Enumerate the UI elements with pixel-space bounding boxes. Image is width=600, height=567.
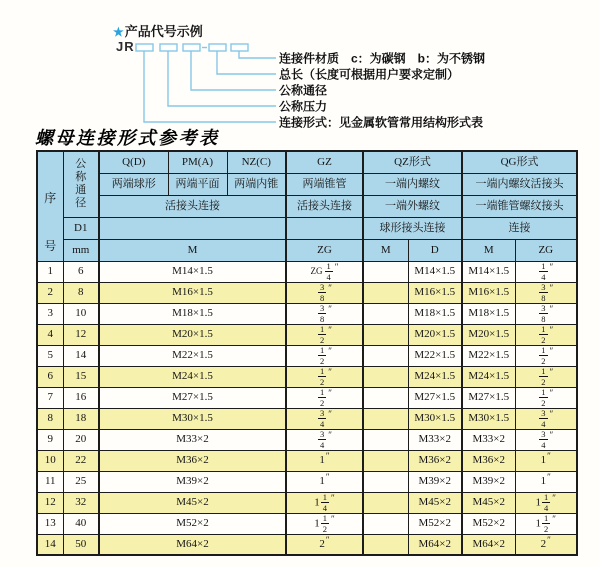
gz-cell: $\frac{3}{8}$ ″ [286, 303, 363, 324]
code-segment-label-5: 连接形式：见金属软管常用结构形式表 [279, 115, 484, 130]
m-thread-cell: M36×2 [99, 450, 286, 471]
code-segment-label-1: 连接件材质 c：为碳钢 b：为不锈钢 [279, 51, 486, 66]
fraction: $\frac{3}{8}$ [320, 282, 325, 303]
fraction: $\frac{1}{2}$ [320, 366, 325, 387]
m-thread-cell: M52×2 [99, 513, 286, 534]
fraction: $\frac{3}{8}$ [320, 303, 325, 324]
gz-cell: $\frac{3}{4}$ ″ [286, 408, 363, 429]
fraction: $\frac{1}{2}$ [541, 345, 546, 366]
header-conn-qg: 一端锥管螺纹接头 [462, 195, 577, 217]
qz-m-cell [363, 282, 408, 303]
header-mm: mm [63, 239, 99, 261]
row-index-cell: 2 [37, 282, 63, 303]
table-title: 螺母连接形式参考表 [35, 128, 220, 149]
fraction: $\frac{3}{4}$ [320, 429, 325, 450]
header-row-5 [37, 239, 577, 261]
qg-m-cell: M22×1.5 [462, 345, 515, 366]
header-unit-zg: ZG [286, 239, 363, 261]
m-thread-cell: M33×2 [99, 429, 286, 450]
header-form-gz: GZ [286, 151, 363, 173]
leader-line-diameter [191, 51, 276, 90]
row-index-cell: 4 [37, 324, 63, 345]
gz-cell: 2″ [286, 534, 363, 555]
qz-m-cell [363, 534, 408, 555]
m-thread-cell: M18×1.5 [99, 303, 286, 324]
fraction: $\frac{1}{4}$ [322, 492, 327, 513]
header-unit-qz-d: D [408, 239, 462, 261]
fraction: $\frac{1}{2}$ [541, 366, 546, 387]
m-thread-cell: M24×1.5 [99, 366, 286, 387]
fraction: $\frac{1}{2}$ [322, 513, 327, 534]
header-desc-nzc: 两端内锥 [227, 173, 286, 195]
code-box-2 [160, 44, 177, 51]
reference-table [36, 150, 578, 556]
header-desc-qg: 一端内螺纹活接头 [462, 173, 577, 195]
qg-m-cell: M36×2 [462, 450, 515, 471]
qz-d-cell: M36×2 [408, 450, 462, 471]
m-thread-cell: M39×2 [99, 471, 286, 492]
header-form-qz: QZ形式 [363, 151, 462, 173]
gz-cell: ZG $\frac{1}{4}$ ″ [286, 261, 363, 282]
fraction: $\frac{1}{2}$ [541, 387, 546, 408]
header-conn-gz: 活接头连接 [286, 195, 363, 217]
qz-d-cell: M22×1.5 [408, 345, 462, 366]
header-dn [63, 151, 99, 217]
star-icon: ★ [113, 25, 124, 39]
qg-m-cell: M39×2 [462, 471, 515, 492]
table-row [37, 366, 577, 387]
dn-cell: 18 [63, 408, 99, 429]
qg-m-cell: M16×1.5 [462, 282, 515, 303]
leader-line-length [217, 51, 276, 74]
qz-d-cell: M24×1.5 [408, 366, 462, 387]
qz-d-cell: M52×2 [408, 513, 462, 534]
dn-cell: 10 [63, 303, 99, 324]
diagram-heading [113, 21, 203, 40]
qz-m-cell [363, 261, 408, 282]
qz-m-cell [363, 345, 408, 366]
gz-cell: 1 $\frac{1}{4}$ ″ [286, 492, 363, 513]
header-desc-qd: 两端球形 [99, 173, 168, 195]
fraction: $\frac{1}{2}$ [320, 387, 325, 408]
fraction: $\frac{1}{2}$ [320, 345, 325, 366]
row-index-cell: 7 [37, 387, 63, 408]
qz-m-cell [363, 366, 408, 387]
dn-cell: 50 [63, 534, 99, 555]
code-box-4 [209, 44, 226, 51]
table-row [37, 261, 577, 282]
qg-m-cell: M18×1.5 [462, 303, 515, 324]
header-index: 序 号 [37, 151, 63, 261]
header-unit-m: M [99, 239, 286, 261]
m-thread-cell: M30×1.5 [99, 408, 286, 429]
fraction: $\frac{1}{2}$ [541, 324, 546, 345]
header-form-pma: PM(A) [168, 151, 227, 173]
qg-m-cell: M33×2 [462, 429, 515, 450]
qg-m-cell: M24×1.5 [462, 366, 515, 387]
qz-m-cell [363, 513, 408, 534]
table-row [37, 471, 577, 492]
m-thread-cell: M20×1.5 [99, 324, 286, 345]
qz-d-cell: M45×2 [408, 492, 462, 513]
gz-cell: $\frac{1}{2}$ ″ [286, 387, 363, 408]
row-index-cell: 1 [37, 261, 63, 282]
header-blank-1 [99, 217, 286, 239]
fraction: $\frac{3}{8}$ [541, 282, 546, 303]
header-form-qg: QG形式 [462, 151, 577, 173]
qz-d-cell: M30×1.5 [408, 408, 462, 429]
row-index-cell: 9 [37, 429, 63, 450]
fraction: $\frac{1}{4}$ [326, 261, 331, 282]
header-blank-2 [286, 217, 363, 239]
row-index-cell: 8 [37, 408, 63, 429]
fraction: $\frac{3}{4}$ [320, 408, 325, 429]
dn-cell: 20 [63, 429, 99, 450]
m-thread-cell: M16×1.5 [99, 282, 286, 303]
qg-zg-cell: $\frac{1}{2}$ ″ [515, 366, 577, 387]
table-row [37, 303, 577, 324]
dn-cell: 8 [63, 282, 99, 303]
header-ball-joint: 球形接头连接 [363, 217, 462, 239]
dn-vertical-text: 公 称 通 径 [75, 158, 87, 210]
table-row [37, 492, 577, 513]
dn-cell: 32 [63, 492, 99, 513]
table-body [37, 261, 577, 555]
table-row [37, 513, 577, 534]
gz-cell: $\frac{1}{2}$ ″ [286, 366, 363, 387]
row-index-cell: 5 [37, 345, 63, 366]
fraction: $\frac{1}{2}$ [320, 324, 325, 345]
header-conn-qz: 一端外螺纹 [363, 195, 462, 217]
m-thread-cell: M22×1.5 [99, 345, 286, 366]
dn-cell: 22 [63, 450, 99, 471]
dn-cell: 40 [63, 513, 99, 534]
gz-cell: 1″ [286, 471, 363, 492]
m-thread-cell: M27×1.5 [99, 387, 286, 408]
qz-m-cell [363, 471, 408, 492]
leader-line-material [239, 51, 276, 58]
header-row-4 [37, 217, 577, 239]
code-segment-label-4: 公称压力 [279, 99, 328, 114]
table-row [37, 282, 577, 303]
dn-cell: 16 [63, 387, 99, 408]
diagram-heading-text: 产品代号示例 [124, 24, 203, 39]
qg-zg-cell: 1 $\frac{1}{4}$ ″ [515, 492, 577, 513]
qz-d-cell: M33×2 [408, 429, 462, 450]
qg-zg-cell: $\frac{1}{2}$ ″ [515, 387, 577, 408]
header-conn-union: 活接头连接 [99, 195, 286, 217]
qz-d-cell: M18×1.5 [408, 303, 462, 324]
header-desc-gz: 两端锥管 [286, 173, 363, 195]
qz-m-cell [363, 387, 408, 408]
qg-m-cell: M14×1.5 [462, 261, 515, 282]
leader-line-form [144, 51, 276, 122]
header-desc-pma: 两端平面 [168, 173, 227, 195]
gz-cell: 1″ [286, 450, 363, 471]
qz-d-cell: M27×1.5 [408, 387, 462, 408]
qg-zg-cell: $\frac{1}{2}$ ″ [515, 324, 577, 345]
qz-m-cell [363, 492, 408, 513]
code-box-1 [136, 44, 153, 51]
header-unit-qz-m: M [363, 239, 408, 261]
qg-zg-cell: $\frac{3}{4}$ ″ [515, 429, 577, 450]
code-segment-label-2: 总长（长度可根据用户要求定制） [279, 67, 460, 82]
gz-cell: $\frac{3}{8}$ ″ [286, 282, 363, 303]
qg-zg-cell: $\frac{1}{4}$ ″ [515, 261, 577, 282]
qg-zg-cell: 1″ [515, 450, 577, 471]
fraction: $\frac{1}{2}$ [544, 513, 549, 534]
gz-cell: $\frac{3}{4}$ ″ [286, 429, 363, 450]
dn-cell: 12 [63, 324, 99, 345]
qg-zg-cell: $\frac{3}{4}$ ″ [515, 408, 577, 429]
row-index-cell: 3 [37, 303, 63, 324]
qz-d-cell: M64×2 [408, 534, 462, 555]
qg-zg-cell: 2″ [515, 534, 577, 555]
qg-m-cell: M20×1.5 [462, 324, 515, 345]
m-thread-cell: M14×1.5 [99, 261, 286, 282]
fraction: $\frac{1}{4}$ [541, 261, 546, 282]
code-box-5 [231, 44, 248, 51]
dn-cell: 25 [63, 471, 99, 492]
table-row [37, 450, 577, 471]
table-row [37, 429, 577, 450]
table-row [37, 534, 577, 555]
qg-m-cell: M27×1.5 [462, 387, 515, 408]
qz-d-cell: M16×1.5 [408, 282, 462, 303]
fraction: $\frac{3}{4}$ [541, 408, 546, 429]
qz-m-cell [363, 429, 408, 450]
header-unit-qg-m: M [462, 239, 515, 261]
qz-m-cell [363, 324, 408, 345]
gz-cell: 1 $\frac{1}{2}$ ″ [286, 513, 363, 534]
qg-m-cell: M64×2 [462, 534, 515, 555]
dn-cell: 15 [63, 366, 99, 387]
row-index-cell: 14 [37, 534, 63, 555]
qz-d-cell: M20×1.5 [408, 324, 462, 345]
row-index-cell: 6 [37, 366, 63, 387]
qz-m-cell [363, 450, 408, 471]
row-index-cell: 13 [37, 513, 63, 534]
code-prefix: JR [116, 39, 135, 54]
qg-m-cell: M52×2 [462, 513, 515, 534]
leader-line-pressure [168, 51, 276, 106]
m-thread-cell: M64×2 [99, 534, 286, 555]
header-desc-qz: 一端内螺纹 [363, 173, 462, 195]
table-row [37, 387, 577, 408]
qg-m-cell: M30×1.5 [462, 408, 515, 429]
header-row-2 [37, 173, 577, 195]
table-row [37, 324, 577, 345]
header-form-nzc: NZ(C) [227, 151, 286, 173]
fraction: $\frac{3}{4}$ [541, 429, 546, 450]
row-index-cell: 12 [37, 492, 63, 513]
header-d1: D1 [63, 217, 99, 239]
qz-m-cell [363, 408, 408, 429]
code-segment-label-3: 公称通径 [279, 83, 328, 98]
qg-zg-cell: 1″ [515, 471, 577, 492]
qz-d-cell: M14×1.5 [408, 261, 462, 282]
qg-m-cell: M45×2 [462, 492, 515, 513]
gz-cell: $\frac{1}{2}$ ″ [286, 345, 363, 366]
qg-zg-cell: $\frac{3}{8}$ ″ [515, 282, 577, 303]
dn-cell: 6 [63, 261, 99, 282]
fraction: $\frac{1}{4}$ [544, 492, 549, 513]
qz-d-cell: M39×2 [408, 471, 462, 492]
gz-cell: $\frac{1}{2}$ ″ [286, 324, 363, 345]
header-row-3 [37, 195, 577, 217]
header-connect: 连接 [462, 217, 577, 239]
row-index-cell: 11 [37, 471, 63, 492]
qg-zg-cell: $\frac{3}{8}$ ″ [515, 303, 577, 324]
header-unit-qg-zg: ZG [515, 239, 577, 261]
qg-zg-cell: 1 $\frac{1}{2}$ ″ [515, 513, 577, 534]
code-box-3 [183, 44, 200, 51]
m-thread-cell: M45×2 [99, 492, 286, 513]
row-index-cell: 10 [37, 450, 63, 471]
table-row [37, 408, 577, 429]
header-row-1 [37, 151, 577, 173]
table-row [37, 345, 577, 366]
dn-cell: 14 [63, 345, 99, 366]
header-form-qd: Q(D) [99, 151, 168, 173]
qz-m-cell [363, 303, 408, 324]
fraction: $\frac{3}{8}$ [541, 303, 546, 324]
qg-zg-cell: $\frac{1}{2}$ ″ [515, 345, 577, 366]
